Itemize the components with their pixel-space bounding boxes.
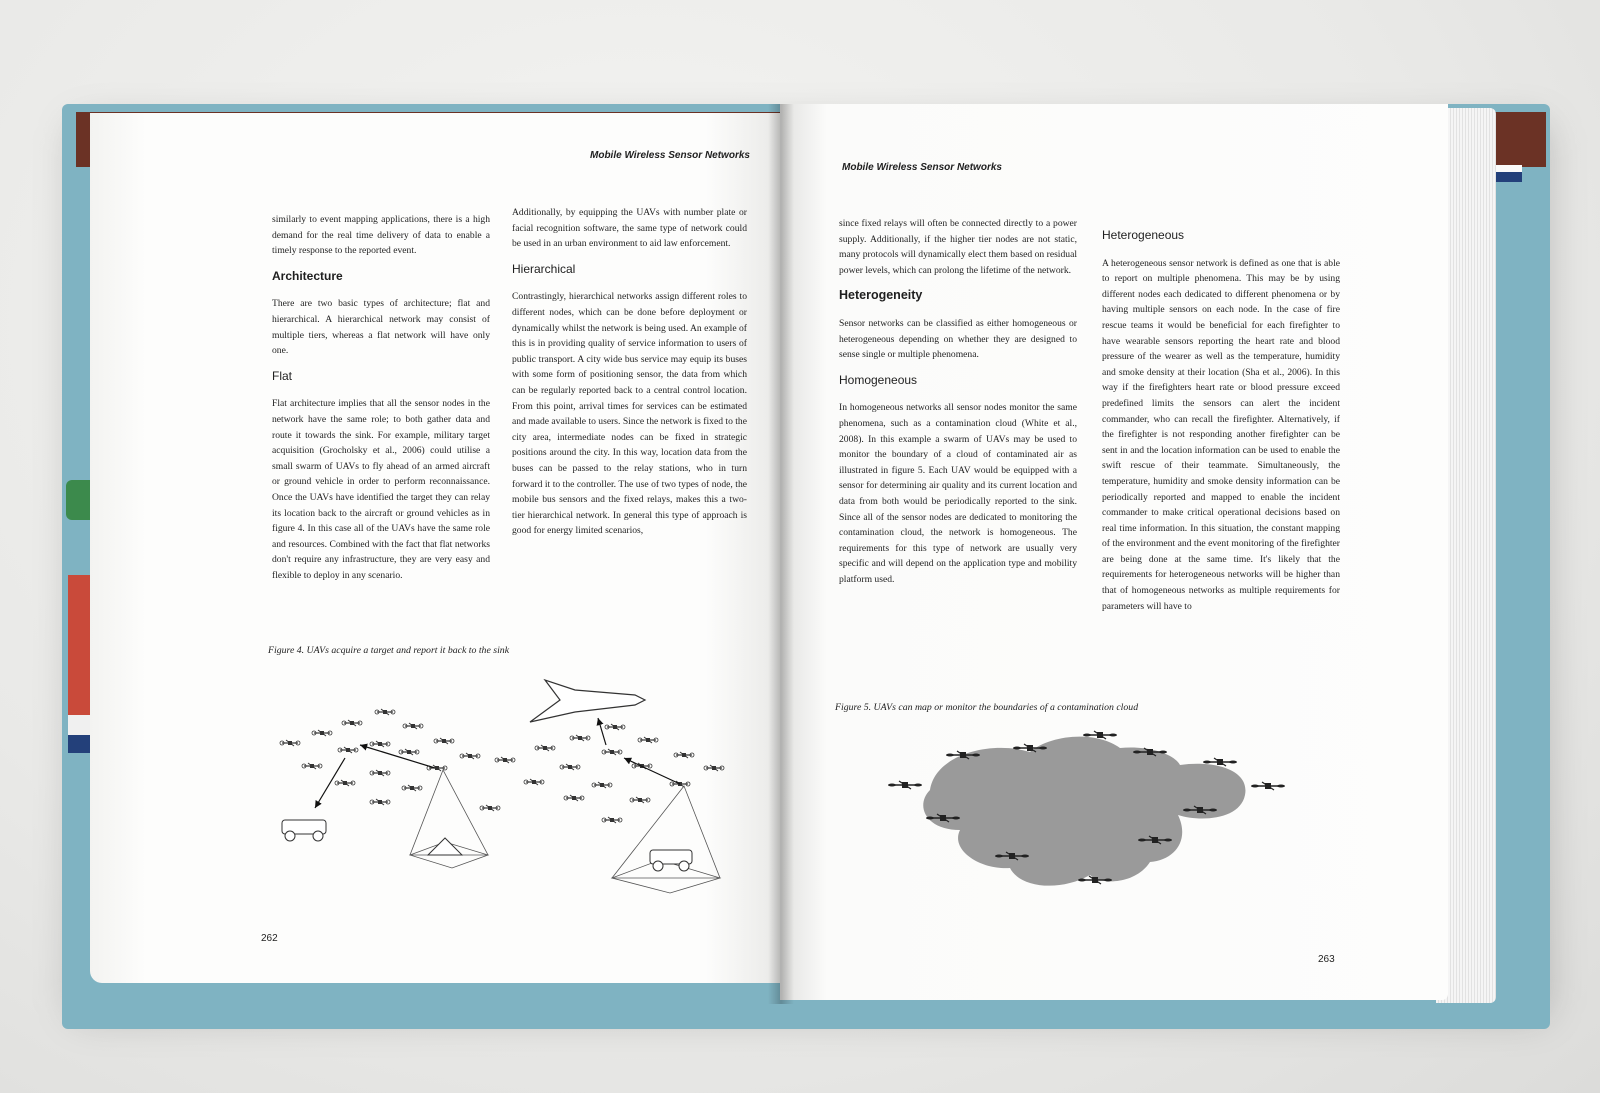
architecture-text: There are two basic types of architecture; flat and hierarchical. A hierarchical network may consist of multiple tiers, whereas a flat network will have only one.	[272, 298, 490, 357]
right-running-head: Mobile Wireless Sensor Networks	[842, 162, 1002, 173]
hierarchical-text: Contrastingly, hierarchical networks assign different roles to different nodes, which can be done before deployment or dynamically whilst the network is being used. An example of this is in providing quality of service information to users of public transport. A city wide bus service may equip its buses with some form of positioning sensor, the data from which can be regularly reported back to a central control location. From this point, arrival times for services can be estimated and made available to users. Since the network is fixed to the city area, intermediate nodes can be fixed in strategic positions around the city. In this way, location data from the buses can be passed to the relay stations, who in turn forward it to the controller. The use of two types of node, the mobile bus sensors and the fixed relays, makes this a two-tier hierarchical network. In general this type of approach is good for energy limited scenarios,	[512, 291, 747, 537]
right-col1-intro: since fixed relays will often be connected directly to a power supply. Additionally, if the higher tier nodes are not static, many protocols will dynamically elect them based on residual power levels, which can prolong the lifetime of the network.	[839, 218, 1077, 276]
flat-heading: Flat	[272, 368, 293, 383]
architecture-heading: Architecture	[272, 268, 343, 283]
right-page-number: 263	[1318, 954, 1335, 965]
left-page-number: 262	[261, 933, 278, 944]
heterogeneous-heading: Heterogeneous	[1102, 228, 1185, 242]
homogeneous-text: In homogeneous networks all sensor nodes monitor the same phenomena, such as a contamination cloud (White et al., 2008). In this example a swarm of UAVs may be used to monitor the boundary of a cloud of contaminated air as illustrated in figure 5. Each UAV would be equipped with a sensor for determining air quality and its current location and data from both would be periodically reported to the sink. Since all of the sensor nodes are dedicated to monitoring the contamination cloud, the network is homogeneous. The requirements for this type of network are usually very specific and will depend on the application type and mobility platform used.	[839, 402, 1077, 585]
hierarchical-heading: Hierarchical	[512, 261, 576, 276]
figure-4-caption: Figure 4. UAVs acquire a target and report it back to the sink	[268, 645, 510, 656]
heterogeneity-heading: Heterogeneity	[839, 288, 923, 303]
flat-text: Flat architecture implies that all the sensor nodes in the network have the same role; to both gather data and route it towards the sink. For example, military target acquisition (Grocholsky et al., 2006) could utilise a small swarm of UAVs to fly ahead of an armed aircraft or ground vehicle in order to perform reconnaissance. Once the UAVs have identified the target they can relay its location back to the aircraft or ground vehicles as in figure 4. In this case all of the UAVs have the same role and resources. Combined with the fact that flat networks don't require any infrastructure, they are very easy and flexible to deploy in any scenario.	[272, 398, 490, 581]
heterogeneous-text: A heterogeneous sensor network is defined as one that is able to report on multiple phenomena. This may be by using different nodes each dedicated to different phenomena or by having multiple sensors on each node. In the case of fire rescue teams it would be beneficial for each firefighter to have wearable sensors reporting the heart rate and blood pressure of the wearer as well as the temperature, humidity and smoke density at their location (Sha et al., 2006). In this way if the firefighters heart rate or blood pressure exceed predefined limits the sensors can alert the incident commander, who can recall the firefighter. Alternatively, if the firefighter is not responding another firefighter can be sent in and the location information can be used to enable the swift rescue of their teammate. Simultaneously, the temperature, humidity and smoke density information can be periodically reported and mapped to enable the incident commander to make critical operational decisions based on real time information. In this situation, the constant mapping of the environment and the event monitoring of the firefighter are being done at the same time. It's likely that the requirements for heterogeneous networks will be higher than that of homogeneous networks as multiple requirements for parameters will have to	[1102, 257, 1340, 612]
homogeneous-heading: Homogeneous	[839, 372, 918, 387]
left-col1-intro: similarly to event mapping applications, there is a high demand for the real time delivery of data to enable a timely response to the reported event.	[272, 214, 490, 257]
figure-5-caption: Figure 5. UAVs can map or monitor the boundaries of a contamination cloud	[835, 702, 1139, 713]
left-col2-intro: Additionally, by equipping the UAVs with number plate or facial recognition software, the same type of network could be used in an urban environment to aid law enforcement.	[512, 207, 747, 250]
left-running-head: Mobile Wireless Sensor Networks	[590, 150, 750, 161]
heterogeneity-text: Sensor networks can be classified as either homogeneous or heterogeneous depending on whether they are designed to sense single or multiple phenomena.	[839, 317, 1077, 361]
